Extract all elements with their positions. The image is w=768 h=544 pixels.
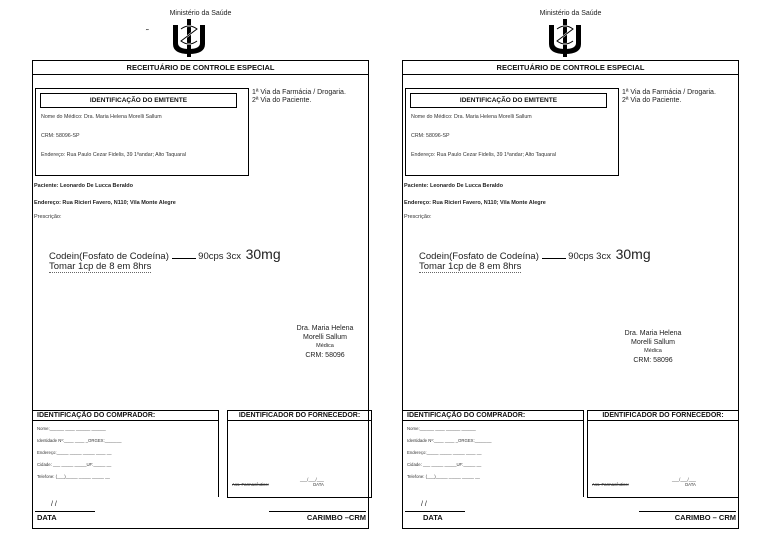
buyer-heading: IDENTIFICAÇÃO DO COMPRADOR: xyxy=(403,411,583,421)
supplier-date-line: ___/___/___ xyxy=(300,477,324,482)
pharmacist-signature: Ass. Farmacêutico: xyxy=(232,482,269,487)
emitter-box xyxy=(405,88,619,176)
supplier-date-label: DATA xyxy=(685,482,696,487)
emitter-heading: IDENTIFICAÇÃO DO EMITENTE xyxy=(40,93,237,108)
buyer-city: Cidade: ___ _____ _____UF:_____ __ xyxy=(407,462,482,467)
via-2: 2ª Via do Paciente. xyxy=(622,97,682,104)
doctor-stamp xyxy=(613,329,693,365)
date-line xyxy=(35,511,95,512)
pharmacist-signature: Ass. Farmacêutico: xyxy=(592,482,629,487)
doctor-address: Endereço: Rua Paulo Cezar Fidelis, 39 1ºandar; Alto Taquaral xyxy=(41,152,186,158)
buyer-id: Identidade Nº:____ ____ _ORGEX:_______ xyxy=(407,438,492,443)
footer-date-label: DATA xyxy=(37,513,57,522)
supplier-date-label: DATA xyxy=(313,482,324,487)
ministry-header: Ministério da Saúde xyxy=(539,10,602,17)
stamp-name-1: Dra. Maria Helena xyxy=(296,325,354,332)
patient-address: Endereço: Rua Ricieri Favero, N110; Vila Monte Alegre xyxy=(404,200,546,206)
stamp-line xyxy=(639,511,736,512)
drug-name: Codein(Fosfato de Codeína) xyxy=(419,251,539,262)
footer-date-slashes: / / xyxy=(51,501,57,508)
doctor-name: Nome do Médico: Dra. Maria Helena Morelli Sallum xyxy=(411,114,532,120)
buyer-section xyxy=(403,410,584,497)
stamp-name-2: Morelli Sallum xyxy=(631,339,675,346)
doctor-name: Nome do Médico: Dra. Maria Helena Morelli Sallum xyxy=(41,114,162,120)
drug-dose: 30mg xyxy=(245,246,281,262)
footer-date-label: DATA xyxy=(423,513,443,522)
stamp-name-1: Dra. Maria Helena xyxy=(624,330,682,337)
via-1: 1ª Via da Farmácia / Drogaria. xyxy=(252,89,346,96)
supplier-section xyxy=(587,410,739,498)
supplier-date xyxy=(672,477,696,487)
prescription-line-1 xyxy=(49,246,281,262)
buyer-id: Identidade Nº:____ ____ _ORGEX:_______ xyxy=(37,438,122,443)
buyer-phone: Telefone: (___)_____ _____ _____ __ xyxy=(407,474,480,479)
supplier-section xyxy=(227,410,372,498)
buyer-name: Nome:______ ____ ______ ______ xyxy=(37,426,106,431)
form-title: RECEITUÁRIO DE CONTROLE ESPECIAL xyxy=(33,61,368,75)
stamp-crm: CRM: 58096 xyxy=(633,357,673,364)
buyer-address: Endereço:_____ _____ _____ ____ __ xyxy=(37,450,112,455)
mark: ˜ xyxy=(146,28,149,37)
form-title: RECEITUÁRIO DE CONTROLE ESPECIAL xyxy=(403,61,738,75)
form-frame xyxy=(32,60,369,529)
patient-name: Paciente: Leonardo De Lucca Beraldo xyxy=(34,183,134,189)
prescription-form-right xyxy=(402,0,739,530)
stamp-line xyxy=(269,511,366,512)
blank-line xyxy=(542,258,566,259)
caduceus-logo-icon xyxy=(169,19,209,57)
doctor-stamp xyxy=(289,324,361,360)
copy-notes xyxy=(252,89,346,105)
ministry-header: Ministério da Saúde xyxy=(169,10,232,17)
buyer-city: Cidade: ___ _____ _____UF:_____ __ xyxy=(37,462,112,467)
supplier-date xyxy=(300,477,324,487)
buyer-address: Endereço:_____ _____ _____ ____ __ xyxy=(407,450,482,455)
doctor-address: Endereço: Rua Paulo Cezar Fidelis, 39 1ºandar; Alto Taquaral xyxy=(411,152,556,158)
supplier-heading: IDENTIFICADOR DO FORNECEDOR: xyxy=(228,411,371,421)
doctor-crm: CRM: 58096-SP xyxy=(41,133,80,139)
footer-stamp-label: CARIMBO – CRM xyxy=(674,513,736,522)
prescription-instructions: Tomar 1cp de 8 em 8hrs xyxy=(419,261,522,272)
emitter-box xyxy=(35,88,249,176)
prescription-form-left xyxy=(32,0,369,530)
buyer-heading: IDENTIFICAÇÃO DO COMPRADOR: xyxy=(33,411,218,421)
prescription-label: Prescrição: xyxy=(404,214,432,220)
prescription-instructions: Tomar 1cp de 8 em 8hrs xyxy=(49,261,152,272)
date-line xyxy=(405,511,465,512)
supplier-date-line: ___/___/___ xyxy=(672,477,696,482)
stamp-crm: CRM: 58096 xyxy=(305,352,345,359)
via-2: 2ª Via do Paciente. xyxy=(252,97,312,104)
drug-name: Codein(Fosfato de Codeína) xyxy=(49,251,169,262)
stamp-name-2: Morelli Sallum xyxy=(303,334,347,341)
via-1: 1ª Via da Farmácia / Drogaria. xyxy=(622,89,716,96)
patient-name: Paciente: Leonardo De Lucca Beraldo xyxy=(404,183,504,189)
buyer-name: Nome:______ ____ ______ ______ xyxy=(407,426,476,431)
stamp-title: Médica xyxy=(644,348,662,354)
caduceus-logo-icon xyxy=(545,19,585,57)
drug-quantity: 90cps 3cx xyxy=(568,251,611,262)
drug-quantity: 90cps 3cx xyxy=(198,251,241,262)
footer-stamp-label: CARIMBO –CRM xyxy=(306,513,366,522)
supplier-heading: IDENTIFICADOR DO FORNECEDOR: xyxy=(588,411,738,421)
form-frame xyxy=(402,60,739,529)
prescription-label: Prescrição: xyxy=(34,214,62,220)
doctor-crm: CRM: 58096-SP xyxy=(411,133,450,139)
drug-dose: 30mg xyxy=(615,246,651,262)
emitter-heading: IDENTIFICAÇÃO DO EMITENTE xyxy=(410,93,607,108)
patient-address: Endereço: Rua Ricieri Favero, N110; Vila Monte Alegre xyxy=(34,200,176,206)
footer-date-slashes: / / xyxy=(421,501,427,508)
buyer-phone: Telefone: (___)_____ _____ _____ __ xyxy=(37,474,110,479)
copy-notes xyxy=(622,89,716,105)
buyer-section xyxy=(33,410,219,497)
prescription-line-1 xyxy=(419,246,651,262)
stamp-title: Médica xyxy=(316,343,334,349)
blank-line xyxy=(172,258,196,259)
